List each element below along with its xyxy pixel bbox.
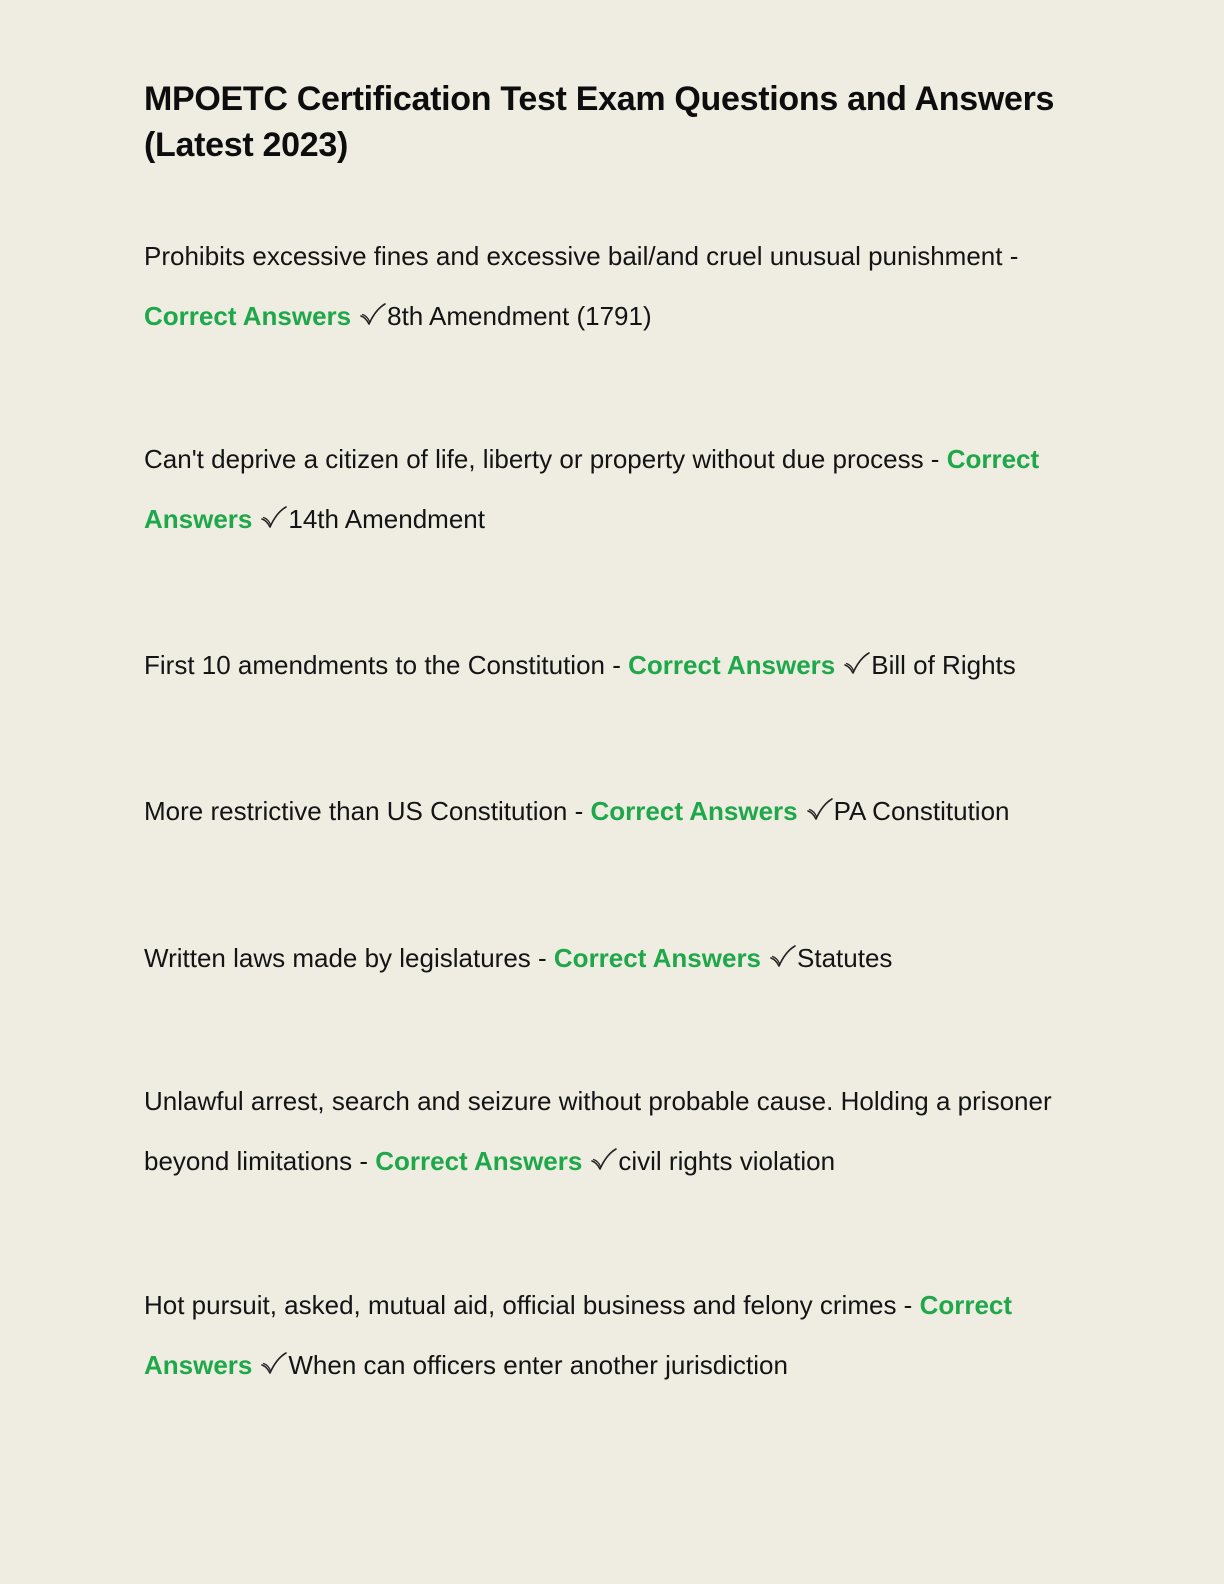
answer-text: Statutes (797, 943, 893, 973)
qa-item (144, 635, 1079, 695)
question-text: More restrictive than US Constitution - (144, 796, 584, 826)
qa-item (144, 429, 1079, 549)
qa-item (144, 781, 1079, 841)
correct-answers-label: Correct Answers (628, 650, 836, 680)
question-text: Hot pursuit, asked, mutual aid, official business and felony crimes - (144, 1290, 913, 1320)
checkmark-icon (260, 505, 288, 531)
answer-text: civil rights violation (618, 1146, 836, 1176)
correct-answers-label: Correct Answers (144, 301, 352, 331)
correct-answers-label: Correct Answers (590, 796, 798, 826)
correct-answers-label: Correct Answers (144, 1290, 1013, 1380)
checkmark-icon (769, 944, 797, 970)
question-text: Prohibits excessive fines and excessive bail/and cruel unusual punishment - (144, 241, 1019, 271)
answer-text: 8th Amendment (1791) (387, 301, 652, 331)
question-text: Can't deprive a citizen of life, liberty or property without due process - (144, 444, 940, 474)
qa-item (144, 1275, 1079, 1395)
answer-text: When can officers enter another jurisdiction (288, 1350, 788, 1380)
question-text: First 10 amendments to the Constitution - (144, 650, 621, 680)
qa-item (144, 928, 1079, 988)
checkmark-icon (359, 302, 387, 328)
answer-text: 14th Amendment (288, 504, 485, 534)
correct-answers-label: Correct Answers (375, 1146, 583, 1176)
checkmark-icon (843, 651, 871, 677)
answer-text: PA Constitution (833, 796, 1010, 826)
checkmark-icon (260, 1351, 288, 1377)
correct-answers-label: Correct Answers (144, 444, 1040, 534)
question-text: Written laws made by legislatures - (144, 943, 547, 973)
qa-item (144, 226, 1079, 346)
answer-text: Bill of Rights (871, 650, 1016, 680)
checkmark-icon (590, 1147, 618, 1173)
qa-item (144, 1071, 1079, 1191)
question-text: Unlawful arrest, search and seizure without probable cause. Holding a prisoner beyond limitations - (144, 1086, 1052, 1176)
document-title: MPOETC Certification Test Exam Questions and Answers (Latest 2023) (144, 80, 1055, 164)
checkmark-icon (806, 797, 834, 823)
correct-answers-label: Correct Answers (553, 943, 762, 973)
